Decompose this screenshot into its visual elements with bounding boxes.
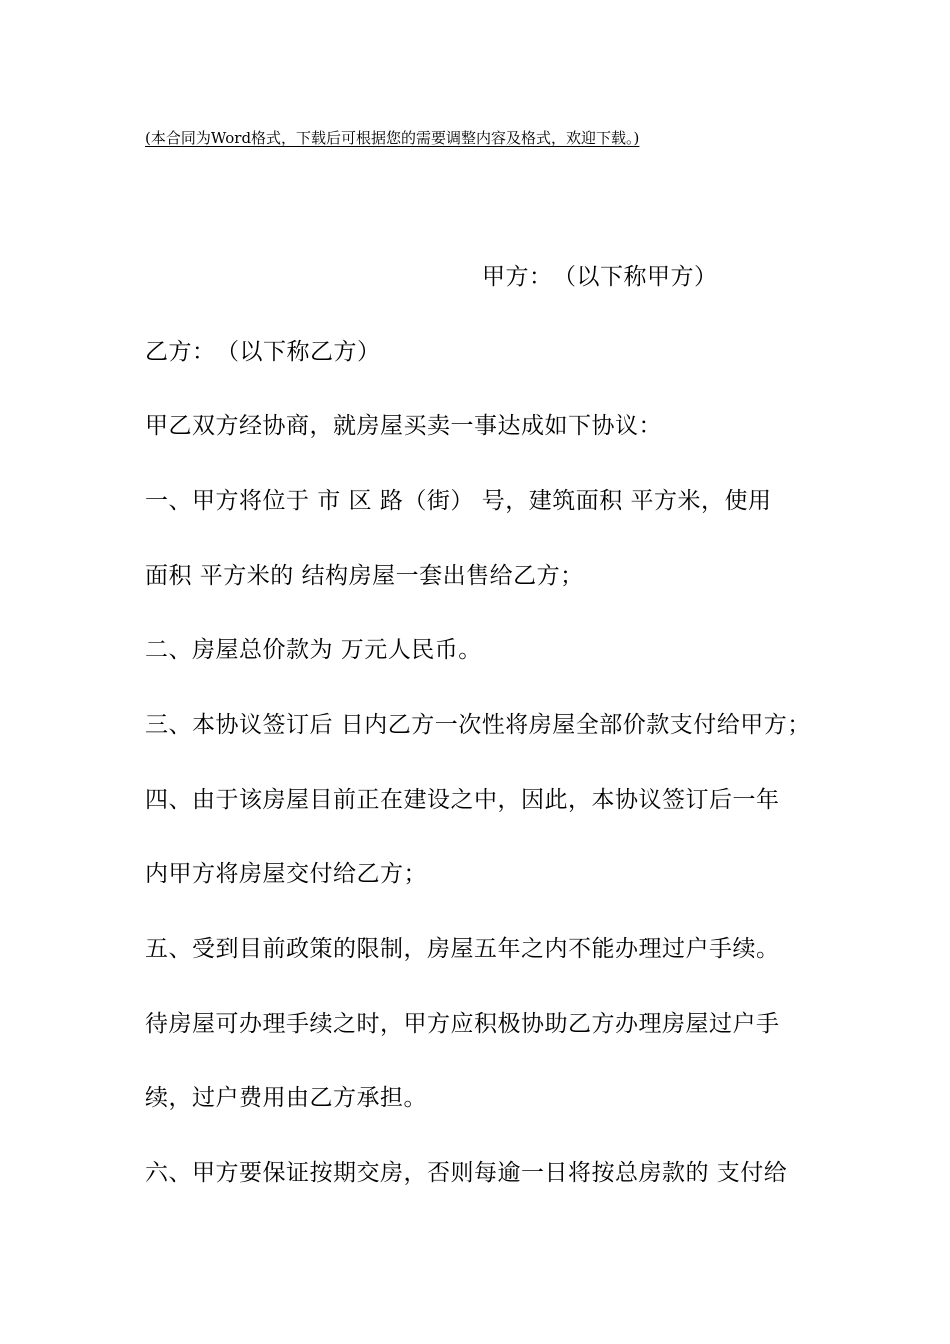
- intro-line: 甲乙双方经协商，就房屋买卖一事达成如下协议：: [145, 413, 662, 439]
- clause-line: 二、房屋总价款为 万元人民币。: [145, 637, 482, 663]
- party-b-line: 乙方： （以下称乙方）: [145, 339, 381, 365]
- clause-line: 三、本协议签订后 日内乙方一次性将房屋全部价款支付给甲方；: [145, 712, 811, 738]
- clause-line: 待房屋可办理手续之时，甲方应积极协助乙方办理房屋过户手: [145, 1011, 780, 1037]
- clause-line: 五、受到目前政策的限制，房屋五年之内不能办理过户手续。: [145, 936, 780, 962]
- clause-line: 四、由于该房屋目前正在建设之中，因此，本协议签订后一年: [145, 787, 780, 813]
- clause-line: 续，过户费用由乙方承担。: [145, 1085, 427, 1111]
- clause-line: 六、甲方要保证按期交房，否则每逾一日将按总房款的 支付给: [145, 1160, 788, 1186]
- clause-line: 面积 平方米的 结构房屋一套出售给乙方；: [145, 563, 584, 589]
- clause-line: 一、甲方将位于 市 区 路（街） 号，建筑面积 平方米，使用: [145, 488, 772, 514]
- clause-line: 内甲方将房屋交付给乙方；: [145, 861, 427, 887]
- party-a-line: 甲方： （以下称甲方）: [482, 264, 718, 290]
- download-notice: (本合同为Word格式，下载后可根据您的需要调整内容及格式，欢迎下载。): [145, 129, 640, 147]
